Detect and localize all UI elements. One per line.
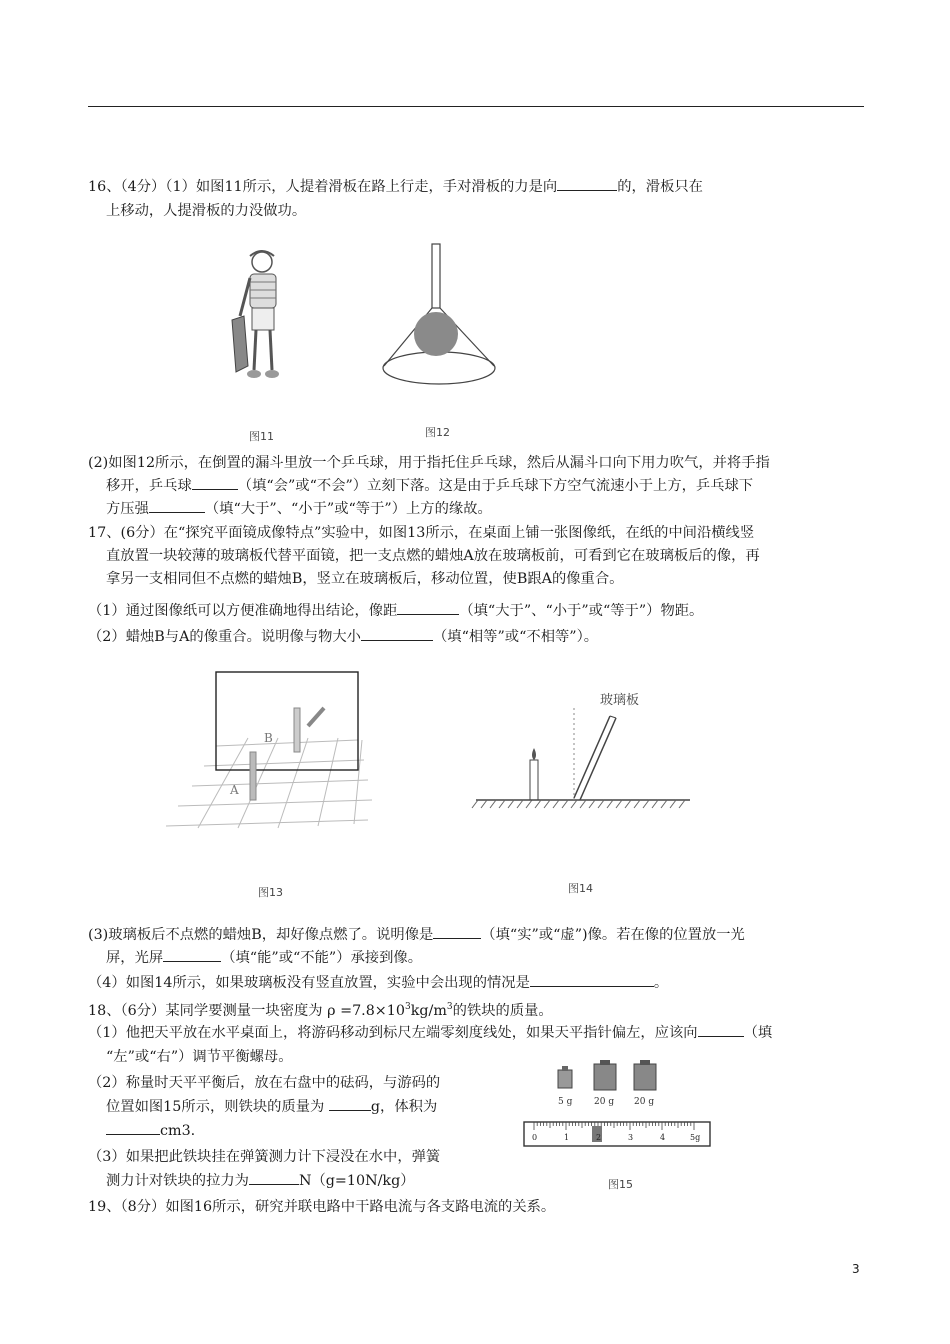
q16-line5: 方压强 （填“大于”、“小于”或“等于”）上方的缘故。 bbox=[88, 498, 886, 520]
q18-blank-2[interactable] bbox=[329, 1096, 371, 1111]
ground-hatch bbox=[481, 800, 487, 808]
ground-hatch bbox=[679, 800, 685, 808]
q16-line2: 上移动，人提滑板的力没做功。 bbox=[106, 203, 307, 219]
fig13-label-b: B bbox=[264, 731, 273, 745]
q18-sub3-cont: 测力计对铁块的拉力为 N（g=10N/kg） bbox=[88, 1170, 886, 1192]
ground-hatch bbox=[517, 800, 523, 808]
ground-hatch bbox=[634, 800, 640, 808]
ground-hatch bbox=[625, 800, 631, 808]
ground-hatch bbox=[562, 800, 568, 808]
ground-hatch bbox=[553, 800, 559, 808]
q17-blank-5[interactable] bbox=[530, 972, 654, 987]
ground-hatch bbox=[616, 800, 622, 808]
q17-sub4: （4）如图14所示，如果玻璃板没有竖直放置，实验中会出现的情况是 。 bbox=[88, 972, 868, 994]
fig11-person-image bbox=[228, 246, 292, 386]
ground-hatch bbox=[499, 800, 505, 808]
ruler-tick-5: 5g bbox=[690, 1133, 701, 1142]
fig14-caption: 图14 bbox=[568, 882, 593, 895]
fig15-caption: 图15 bbox=[608, 1178, 633, 1191]
q16-blank-3[interactable] bbox=[149, 498, 205, 513]
fig12-funnel-image bbox=[376, 242, 506, 398]
q17-blank-3[interactable] bbox=[433, 924, 481, 939]
ruler-tick-3: 3 bbox=[628, 1133, 634, 1142]
q19-line1: 19、（8分）如图16所示，研究并联电路中干路电流与各支路电流的关系。 bbox=[88, 1199, 556, 1215]
q18-sub1: （1）他把天平放在水平桌面上，将游码移动到标尺左端零刻度线处，如果天平指针偏左，应该向 （填 bbox=[88, 1022, 868, 1044]
q17-sub3: (3)玻璃板后不点燃的蜡烛B，却好像点燃了。说明像是 （填“实”或“虚”)像。若在像的位置放一光 bbox=[88, 924, 868, 946]
ground-hatch bbox=[598, 800, 604, 808]
fig14-glass-label: 玻璃板 bbox=[600, 693, 640, 708]
q17-sub3-cont: 屏，光屏 （填“能”或“不能”）承接到像。 bbox=[88, 947, 886, 969]
ruler-tick-4: 4 bbox=[660, 1133, 666, 1142]
ground-hatch bbox=[472, 800, 478, 808]
q18-sub3: （3）如果把此铁块挂在弹簧测力计下浸没在水中，弹簧 bbox=[88, 1149, 441, 1165]
ground-hatch bbox=[607, 800, 613, 808]
fig12-caption: 图12 bbox=[425, 426, 450, 439]
q18-blank-3[interactable] bbox=[106, 1120, 160, 1135]
ruler-tick-1: 1 bbox=[564, 1133, 570, 1142]
fig14-tilted-glass-image bbox=[470, 690, 694, 820]
ground-hatch bbox=[670, 800, 676, 808]
ground-hatch bbox=[643, 800, 649, 808]
ground-hatch bbox=[589, 800, 595, 808]
fig15-balance-image bbox=[520, 1060, 714, 1152]
fig13-label-a: A bbox=[230, 783, 239, 797]
q17-line2: 直放置一块较薄的玻璃板代替平面镜，把一支点燃的蜡烛A放在玻璃板前，可看到它在玻璃板后的像，再 bbox=[106, 548, 760, 564]
q18-sub1-cont: “左”或“右”）调节平衡螺母。 bbox=[106, 1049, 293, 1065]
ruler-tick-2: 2 bbox=[596, 1133, 602, 1142]
ground-hatch bbox=[508, 800, 514, 808]
fig13-grid-image bbox=[158, 668, 378, 832]
q17-blank-4[interactable] bbox=[163, 947, 221, 962]
q17-line3: 拿另一支相同但不点燃的蜡烛B，竖立在玻璃板后，移动位置，使B跟A的像重合。 bbox=[106, 571, 624, 587]
q17-blank-2[interactable] bbox=[361, 626, 433, 641]
q16-blank-1[interactable] bbox=[557, 176, 617, 191]
q18-blank-4[interactable] bbox=[249, 1170, 299, 1185]
weight-5g: 5 g bbox=[558, 1097, 573, 1107]
ground-hatch bbox=[544, 800, 550, 808]
ruler-tick-0: 0 bbox=[532, 1133, 538, 1142]
ground-hatch bbox=[526, 800, 532, 808]
q16-line3: (2)如图12所示，在倒置的漏斗里放一个乒乓球，用于指托住乒乓球，然后从漏斗口向下用力吹气，并将手指 bbox=[88, 455, 770, 471]
ground-hatch bbox=[661, 800, 667, 808]
q18-sub2: （2）称量时天平平衡后，放在右盘中的砝码，与游码的 bbox=[88, 1075, 441, 1091]
fig11-caption: 图11 bbox=[249, 430, 274, 443]
weight-20g-a: 20 g bbox=[594, 1097, 615, 1107]
q17-blank-1[interactable] bbox=[397, 600, 459, 615]
ground-hatch bbox=[490, 800, 496, 808]
ground-hatch bbox=[652, 800, 658, 808]
header-rule bbox=[88, 106, 864, 107]
page-number: 3 bbox=[852, 1262, 860, 1276]
q16-line4: 移开，乒乓球 （填“会”或“不会”）立刻下落。这是由于乒乓球下方空气流速小于上方，乒乓球下 bbox=[88, 475, 886, 497]
q18-sub2-cont: 位置如图15所示，则铁块的质量为 g，体积为 bbox=[88, 1096, 886, 1118]
q17-sub1: （1）通过图像纸可以方便准确地得出结论，像距 （填“大于”、“小于”或“等于”）物距。 bbox=[88, 600, 868, 622]
q17-line1: 17、(6分）在“探究平面镜成像特点”实验中，如图13所示，在桌面上铺一张图像纸，在纸的中间沿横线竖 bbox=[88, 525, 755, 541]
q17-sub2: （2）蜡烛B与A的像重合。说明像与物大小 （填“相等”或“不相等”）。 bbox=[88, 626, 868, 648]
ground-hatch bbox=[535, 800, 541, 808]
q18-sub2-cont2: cm3. bbox=[88, 1120, 886, 1142]
q18-line1: 18、（6分）某同学要测量一块密度为 $\rho =7.8\times 10^3kg/m^3$的铁块的质量。 bbox=[88, 1002, 553, 1019]
q16-blank-2[interactable] bbox=[192, 475, 238, 490]
ground-hatch bbox=[580, 800, 586, 808]
q18-blank-1[interactable] bbox=[698, 1022, 744, 1037]
q16-line1: 16、（4分）（1）如图11所示，人提着滑板在路上行走，手对滑板的力是向 的，滑板只在 bbox=[88, 176, 868, 198]
weight-20g-b: 20 g bbox=[634, 1097, 655, 1107]
ground-hatch bbox=[571, 800, 577, 808]
fig13-caption: 图13 bbox=[258, 886, 283, 899]
